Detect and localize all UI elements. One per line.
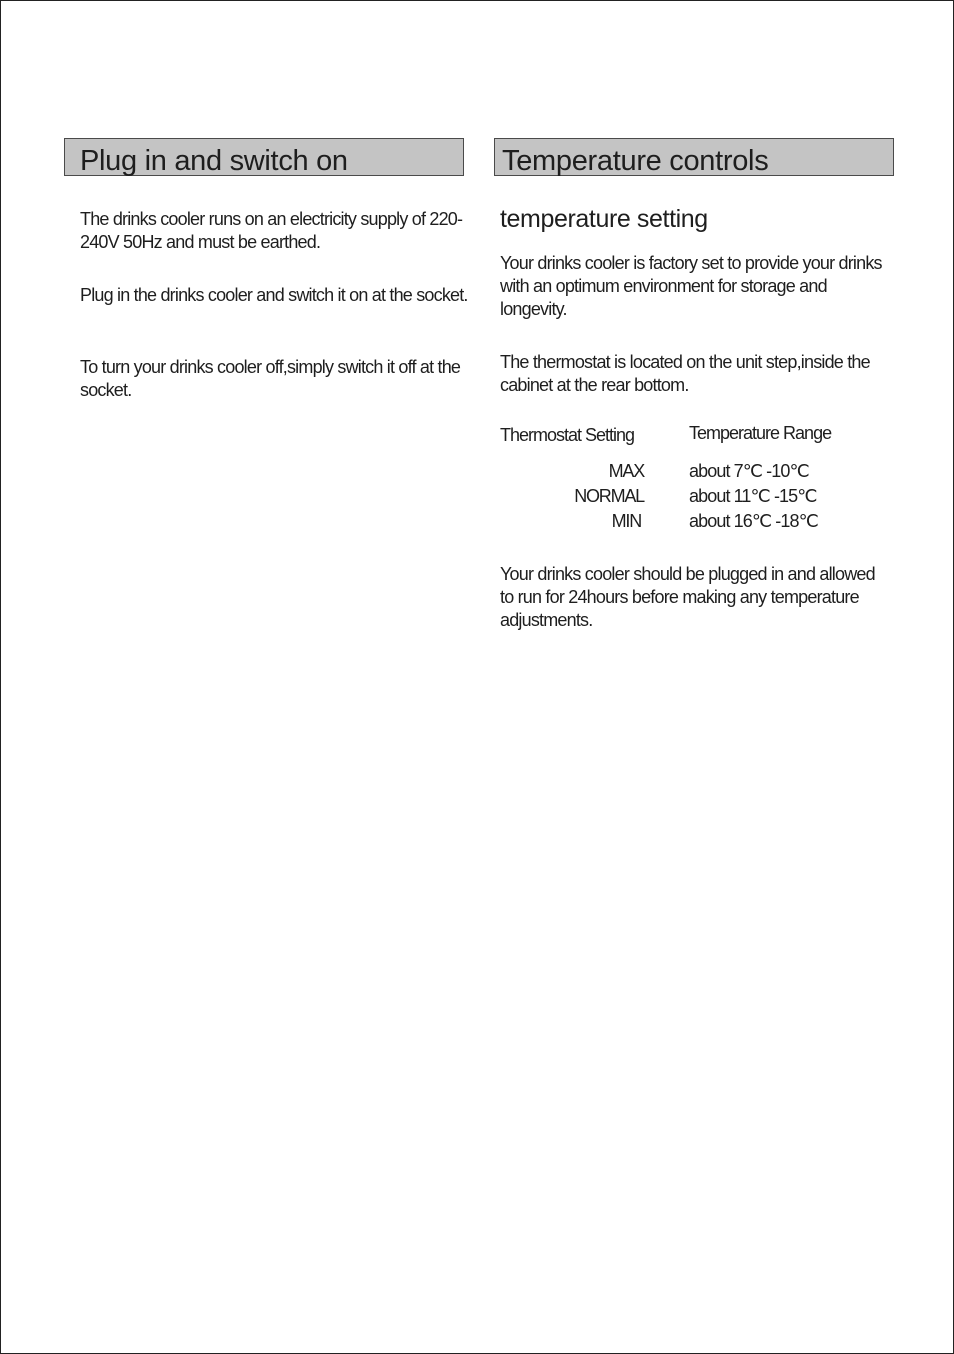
- subheading-temperature-setting: temperature setting: [500, 205, 708, 233]
- setting-min: MIN: [611, 511, 641, 531]
- section-title: Temperature controls: [502, 145, 769, 177]
- setting-max: MAX: [608, 461, 644, 481]
- section-header-plug-in: [64, 138, 464, 176]
- section-title: Plug in and switch on: [80, 145, 348, 177]
- paragraph-supply: The drinks cooler runs on an electricity supply of 220-240V 50Hz and must be earthed.: [80, 209, 463, 252]
- paragraph-turn-off: To turn your drinks cooler off,simply switch it off at the socket.: [80, 357, 461, 400]
- range-normal: about 11℃ -15℃: [689, 486, 817, 506]
- table-header-setting: Thermostat Setting: [500, 425, 635, 445]
- section-header-temperature-controls: [494, 138, 894, 176]
- range-min: about 16℃ -18℃: [689, 511, 818, 531]
- table-header-range: Temperature Range: [689, 423, 832, 443]
- paragraph-factory-set: Your drinks cooler is factory set to provide your drinks with an optimum environment for storage and longevity.: [500, 253, 882, 319]
- paragraph-thermostat-location: The thermostat is located on the unit step,inside the cabinet at the rear bottom.: [500, 352, 870, 395]
- paragraph-plug-in: Plug in the drinks cooler and switch it on at the socket.: [80, 285, 468, 305]
- setting-normal: NORMAL: [574, 486, 644, 506]
- range-max: about 7℃ -10℃: [689, 461, 809, 481]
- paragraph-closing: Your drinks cooler should be plugged in and allowed to run for 24hours before making any temperature adjustments.: [500, 564, 875, 630]
